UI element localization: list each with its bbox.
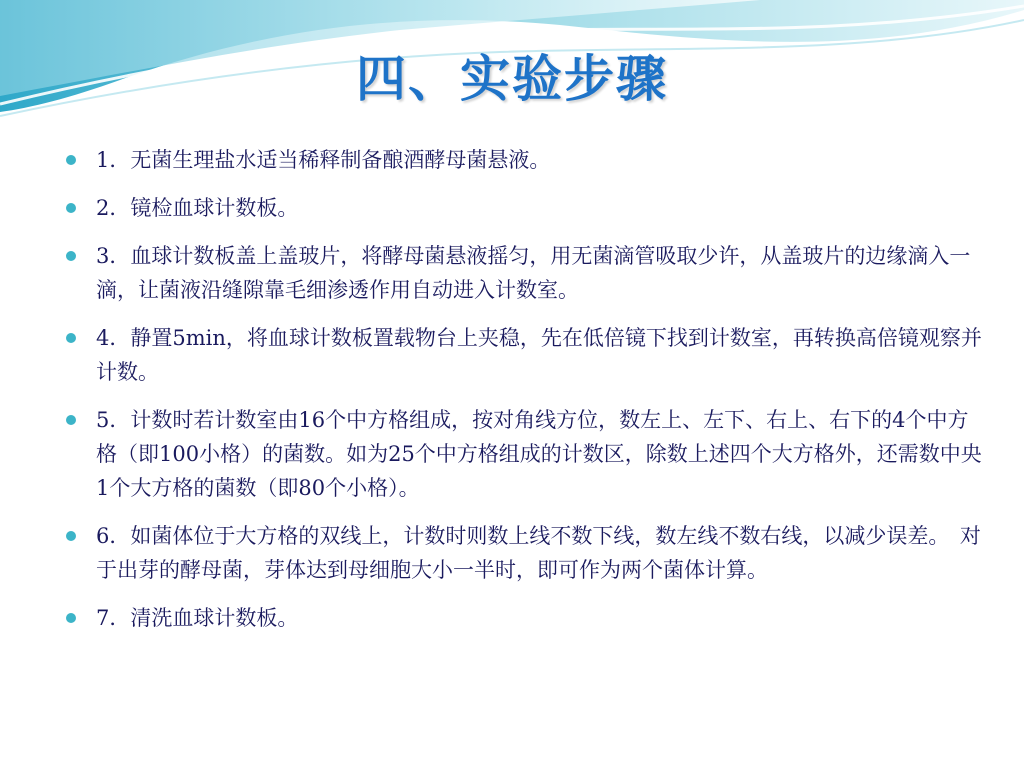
step-text: 3．血球计数板盖上盖玻片，将酵母菌悬液摇匀，用无菌滴管吸取少许，从盖玻片的边缘滴入一滴，让菌液沿缝隙靠毛细渗透作用自动进入计数室。 — [96, 244, 971, 302]
bullet-icon — [66, 333, 76, 343]
step-text: 1．无菌生理盐水适当稀释制备酿酒酵母菌悬液。 — [96, 148, 551, 172]
steps-list — [66, 143, 986, 649]
bullet-icon — [66, 251, 76, 261]
step-text: 6．如菌体位于大方格的双线上，计数时则数上线不数下线，数左线不数右线，以减少误差。 对于出芽的酵母菌，芽体达到母细胞大小一半时，即可作为两个菌体计算。 — [96, 524, 981, 582]
step-text: 5．计数时若计数室由16个中方格组成，按对角线方位，数左上、左下、右上、右下的4个中方格（即100小格）的菌数。如为25个中方格组成的计数区，除数上述四个大方格外，还需数中央1个大方格的菌数（即80个小格）。 — [96, 408, 982, 500]
list-item — [66, 143, 986, 177]
bullet-icon — [66, 531, 76, 541]
bullet-icon — [66, 155, 76, 165]
list-item — [66, 601, 986, 635]
list-item — [66, 191, 986, 225]
list-item — [66, 519, 986, 587]
list-item — [66, 239, 986, 307]
step-text: 2．镜检血球计数板。 — [96, 196, 299, 220]
bullet-icon — [66, 613, 76, 623]
slide-title: 四、实验步骤 — [356, 49, 668, 108]
step-text: 4．静置5min，将血球计数板置载物台上夹稳，先在低倍镜下找到计数室，再转换高倍镜观察并计数。 — [96, 326, 982, 384]
list-item — [66, 403, 986, 505]
list-item — [66, 321, 986, 389]
bullet-icon — [66, 415, 76, 425]
step-text: 7．清洗血球计数板。 — [96, 606, 299, 630]
bullet-icon — [66, 203, 76, 213]
